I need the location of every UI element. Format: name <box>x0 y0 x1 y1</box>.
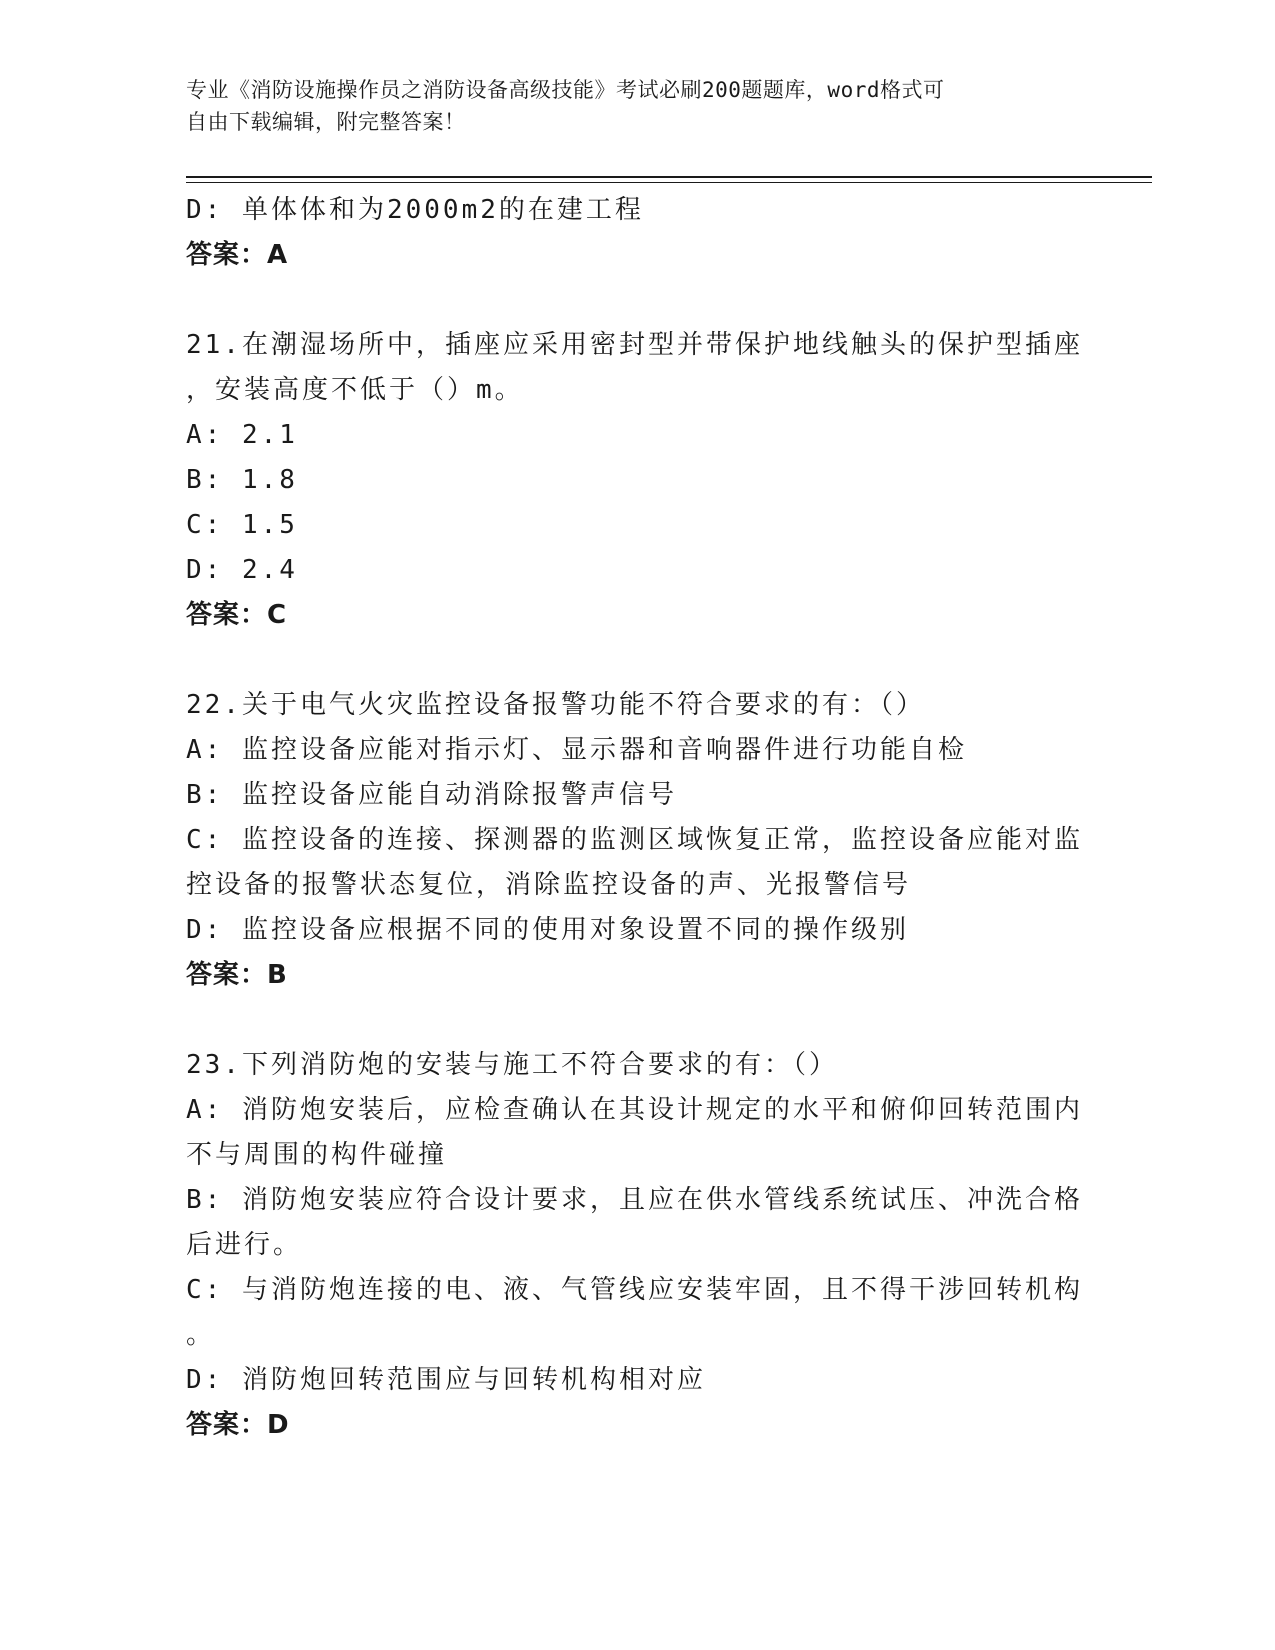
spacer <box>186 638 1086 683</box>
option-b-continued: 后进行。 <box>186 1230 303 1260</box>
question-stem-continued: ，安装高度不低于（）m。 <box>186 375 524 405</box>
option-a: A: 监控设备应能对指示灯、显示器和音响器件进行功能自检 <box>186 735 967 765</box>
document-header <box>186 74 1066 138</box>
option-c: C: 1.5 <box>186 510 298 540</box>
option-d: D: 消防炮回转范围应与回转机构相对应 <box>186 1365 706 1395</box>
spacer <box>186 278 1086 323</box>
carryover-answer: 答案：A <box>186 240 289 270</box>
question-23 <box>186 1043 1086 1448</box>
answer: 答案：D <box>186 1410 290 1440</box>
question-stem: 21.在潮湿场所中，插座应采用密封型并带保护地线触头的保护型插座 <box>186 330 1083 360</box>
option-b: B: 消防炮安装应符合设计要求，且应在供水管线系统试压、冲洗合格 <box>186 1185 1083 1215</box>
header-title-line-1: 专业《消防设施操作员之消防设备高级技能》考试必刷200题题库，word格式可 <box>186 78 945 102</box>
header-title-line-2: 自由下载编辑，附完整答案！ <box>186 110 466 134</box>
answer: 答案：B <box>186 960 288 990</box>
question-stem: 22.关于电气火灾监控设备报警功能不符合要求的有：（） <box>186 690 925 720</box>
answer: 答案：C <box>186 600 288 630</box>
spacer <box>186 998 1086 1043</box>
question-content <box>186 188 1086 1448</box>
header-divider-thin <box>186 182 1152 183</box>
header-divider-thick <box>186 176 1152 178</box>
option-c: C: 监控设备的连接、探测器的监测区域恢复正常，监控设备应能对监 <box>186 825 1083 855</box>
question-21 <box>186 323 1086 638</box>
option-a: A: 2.1 <box>186 420 298 450</box>
question-22 <box>186 683 1086 998</box>
option-b: B: 1.8 <box>186 465 298 495</box>
option-c: C: 与消防炮连接的电、液、气管线应安装牢固，且不得干涉回转机构 <box>186 1275 1083 1305</box>
option-c-continued: 。 <box>186 1320 216 1350</box>
option-c-continued: 控设备的报警状态复位，消除监控设备的声、光报警信号 <box>186 870 912 900</box>
option-a: A: 消防炮安装后，应检查确认在其设计规定的水平和俯仰回转范围内 <box>186 1095 1083 1125</box>
option-d: D: 2.4 <box>186 555 298 585</box>
carryover-option-d: D: 单体体和为2000m2的在建工程 <box>186 195 644 225</box>
option-a-continued: 不与周围的构件碰撞 <box>186 1140 448 1170</box>
option-b: B: 监控设备应能自动消除报警声信号 <box>186 780 677 810</box>
option-d: D: 监控设备应根据不同的使用对象设置不同的操作级别 <box>186 915 909 945</box>
question-stem: 23.下列消防炮的安装与施工不符合要求的有：（） <box>186 1050 838 1080</box>
